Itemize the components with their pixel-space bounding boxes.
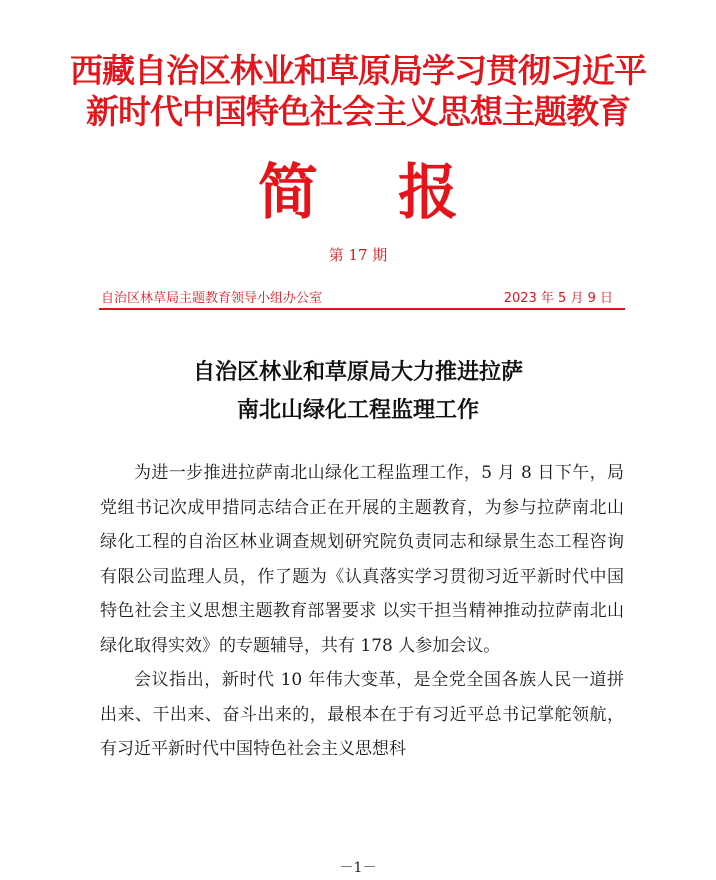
header-divider	[99, 308, 625, 310]
article-body	[100, 456, 624, 767]
page-number: －1－	[339, 860, 377, 876]
brief-title	[0, 145, 716, 231]
article-paragraph-2: 会议指出，新时代 10 年伟大变革，是全党全国各族人民一道拼出来、干出来、奋斗出来的，最根本在于有习近平总书记掌舵领航，有习近平新时代中国特色社会主义思想科	[100, 670, 624, 759]
article-title-line-2: 南北山绿化工程监理工作	[236, 398, 479, 423]
brief-title-char-2: 报	[398, 158, 458, 228]
issue-number: 第 17 期	[328, 246, 388, 264]
issuer-office: 自治区林草局主题教育领导小组办公室	[101, 291, 323, 306]
article-title-line-1: 自治区林业和草原局大力推进拉萨	[192, 360, 523, 385]
masthead-line-2: 新时代中国特色社会主义思想主题教育	[86, 92, 630, 131]
brief-title-char-1: 简	[258, 158, 318, 228]
article-paragraph-1: 为进一步推进拉萨南北山绿化工程监理工作，5 月 8 日下午，局党组书记次成甲措同志结合正在开展的主题教育，为参与拉萨南北山绿化工程的自治区林业调查规划研究院负责同志和绿景生态工程咨询有限公司监理人员，作了题为《认真落实学习贯彻习近平新时代中国特色社会主义思想主题教育部署要求 以实干担当精神推动拉萨南北山绿化取得实效》的专题辅导，共有 178 人参加会议。	[100, 463, 624, 656]
masthead-line-1: 西藏自治区林业和草原局学习贯彻习近平	[70, 51, 646, 90]
issue-date: 2023 年 5 月 9 日	[503, 291, 613, 306]
